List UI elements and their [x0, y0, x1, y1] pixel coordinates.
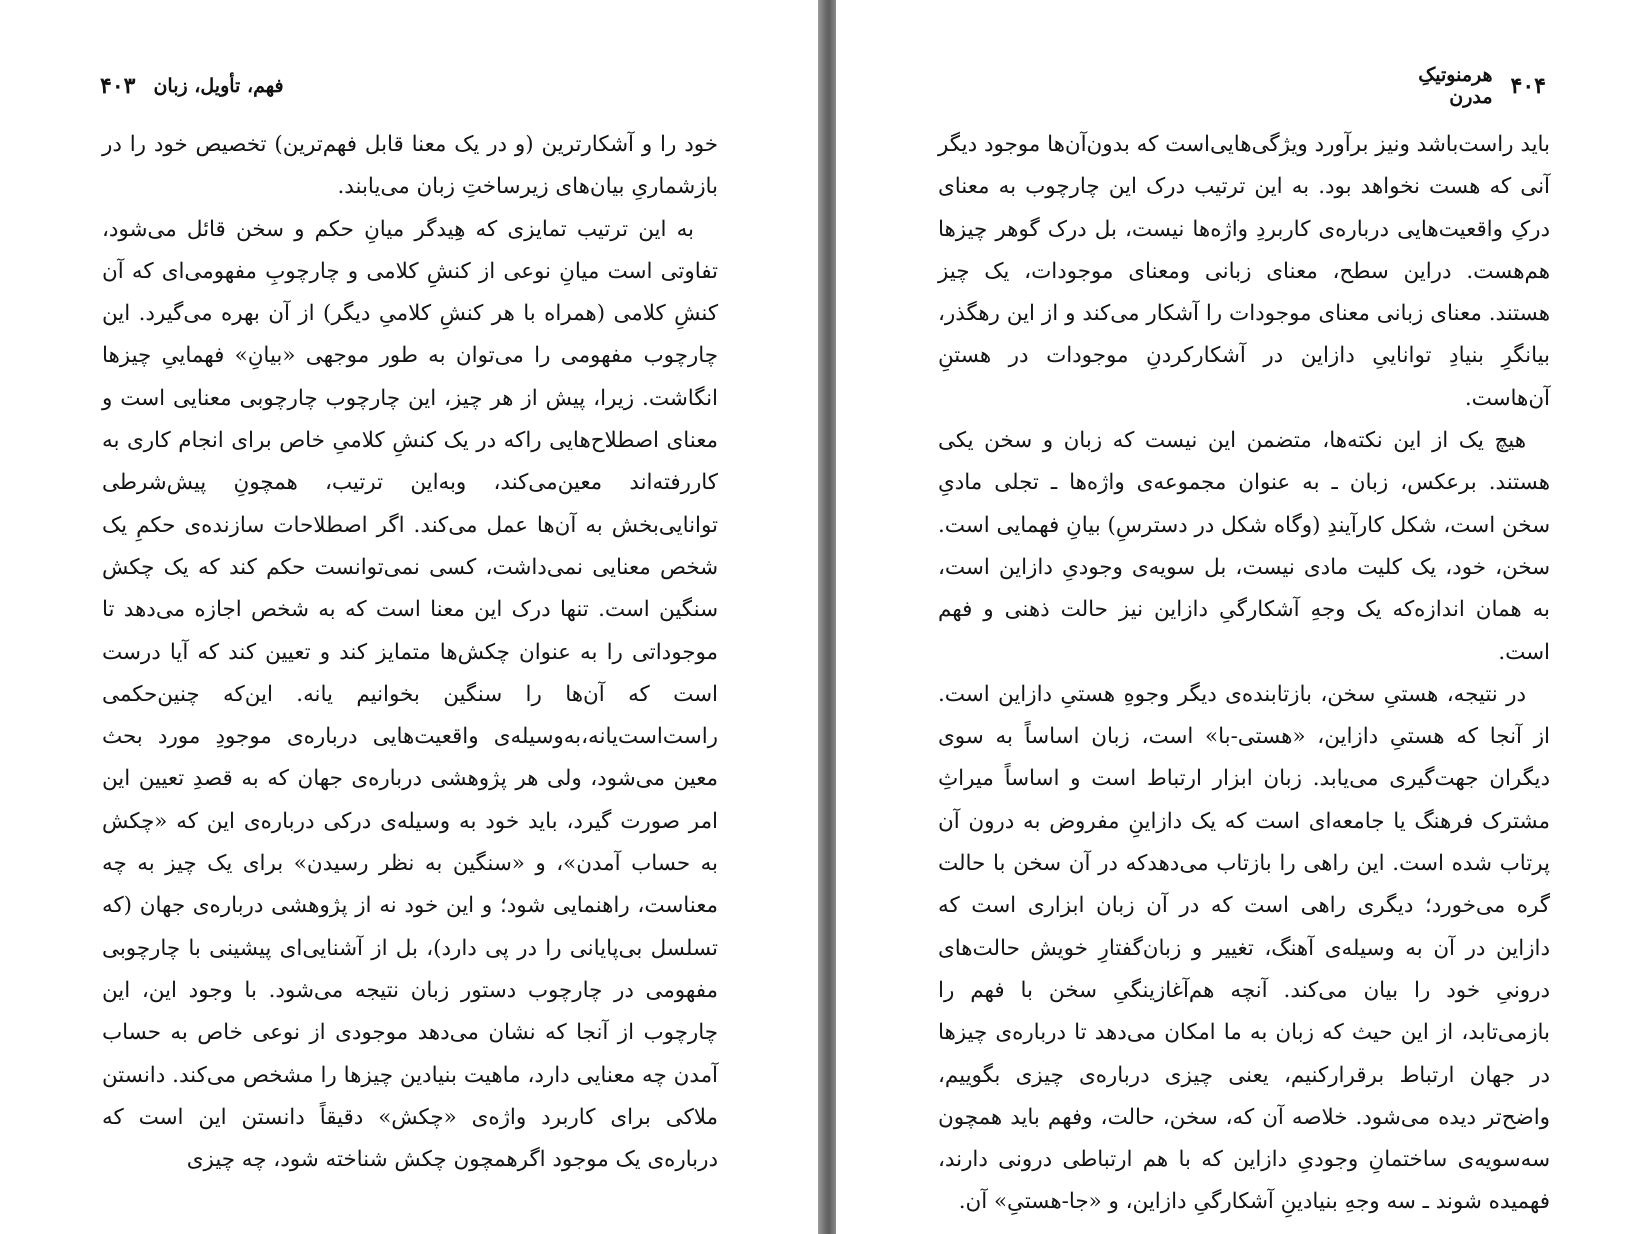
- left-paragraph-1: خود را و آشکارترین (و در یک معنا قابل فهم‌ترین) تخصیص خود را در بازشماریِ بیان‌های زیرساختِ زبان می‌یابند.: [102, 132, 718, 200]
- right-paragraph-2: هیچ یک از این نکته‌ها، متضمن این نیست که زبان و سخن یکی هستند. برعکس، زبان ـ به عنوان مجموعه‌ی واژه‌ها ـ تجلی مادیِ سخن است، شکل کارآیندِ (وگاه شکل در دسترسِ) بیانِ فهمایی است. سخن، خود، یک کلیت مادی نیست، بل سویه‌ی وجودیِ دازاین است، به همان اندازه‌که یک وجهِ آشکارگیِ دازاین نیز حالت ذهنی و فهم است.: [938, 428, 1550, 665]
- left-page-number: ۴۰۳: [100, 73, 136, 99]
- book-gutter: [818, 0, 836, 1234]
- left-running-title: فهم، تأویل، زبان: [153, 75, 284, 97]
- left-page: [0, 0, 818, 1234]
- right-page: [836, 0, 1648, 1234]
- left-body-text: [102, 124, 718, 1181]
- right-page-header: [1376, 66, 1546, 106]
- left-page-header: [100, 66, 720, 106]
- left-paragraph-2: به این ترتیب تمایزی که هِیدگر میانِ حکم و سخن قائل می‌شود، تفاوتی است میانِ نوعی از کنشِ کلامی و چارچوبِ مفهومی‌ای که آن کنشِ کلامی (همراه با هر کنشِ کلامیِ دیگر) از آن بهره می‌گیرد. این چارچوب مفهومی را می‌توان به طور موجهی «بیانِ» فهماییِ چیزها انگاشت. زیرا، پیش از هر چیز، این چارچوب چارچوبی معنایی است و معنای اصطلاح‌هایی راکه در یک کنشِ کلامیِ خاص برای انجام کاری به کاررفته‌اند معین‌می‌کند، وبه‌این ترتیب، همچونِ پیش‌شرطی توانایی‌بخش به آن‌ها عمل می‌کند. اگر اصطلاحات سازنده‌ی حکمِ یک شخص معنایی نمی‌داشت، کسی نمی‌توانست حکم کند که یک چکش سنگین است. تنها درک این معنا است که به شخص اجازه می‌دهد تا موجوداتی را به عنوان چکش‌ها متمایز کند و تعیین کند که آیا درست است که آن‌ها را سنگین بخوانیم یانه. این‌که چنین‌حکمی راست‌است‌یانه،به‌وسیله‌ی واقعیت‌هایی درباره‌ی موجودِ مورد بحث معین می‌شود، ولی هر پژوهشی درباره‌ی جهان که به قصدِ تعیین این امر صورت گیرد، باید خود به وسیله‌ی درکی درباره‌ی این که «چکش به حساب آمدن»، و «سنگین به نظر رسیدن» برای یک چیز به چه معناست، راهنمایی شود؛ و این خود نه از پژوهشی درباره‌ی جهان (که تسلسل بی‌پایانی را در پی دارد)، بل از آشنایی‌ای پیشینی با چارچوبی مفهومی در چارچوب دستور زبان نتیجه می‌شود. با وجود این، این چارچوب از آنجا که نشان می‌دهد موجودی از نوعی خاص به حساب آمدن چه معنایی دارد، ماهیت بنیادین چیزها را مشخص می‌کند. دانستن ملاکی برای کاربرد واژه‌ی «چکش» دقیقاً دانستن این است که درباره‌ی یک موجود اگرهمچون چکش شناخته شود، چه چیزی: [102, 216, 718, 1173]
- right-running-title: هرمنوتیکِ مدرن: [1418, 64, 1493, 108]
- right-paragraph-1: باید راست‌باشد ونیز برآورد ویژگی‌هایی‌است که بدون‌آن‌ها موجود دیگر آنی که هست نخواهد بود. به این ترتیب درک این چارچوب به معنای درکِ واقعیت‌هایی درباره‌ی کاربردِ واژه‌ها نیست، بل درک گوهر چیزها هم‌هست. دراین سطح، معنای زبانی ومعنای موجودات، یک چیز هستند. معنای زبانی معنای موجودات را آشکار می‌کند و از این رهگذر، بیانگرِ بنیادِ تواناییِ دازاین در آشکارکردنِ موجودات در هستنِ آن‌هاست.: [938, 132, 1550, 411]
- right-body-text: [938, 124, 1550, 1224]
- right-page-number: ۴۰۴: [1510, 73, 1546, 99]
- right-paragraph-3: در نتیجه، هستیِ سخن، بازتابنده‌ی دیگر وجوهِ هستیِ دازاین است. از آنجا که هستیِ دازاین، «هستی-با» است، زبان اساساً به سوی دیگران جهت‌گیری می‌یابد. زبان ابزار ارتباط است و اساساً میراثِ مشترک فرهنگ یا جامعه‌ای است که یک دازاینِ مفروض به درون آن پرتاب شده است. این راهی را بازتاب می‌دهدکه در آن سخن با حالت گره می‌خورد؛ دیگری راهی است که در آن زبان ابزاری است که دازاین در آن به وسیله‌ی آهنگ، تغییر و زبان‌گفتارِ خویش حالت‌های درونیِ خود را بیان می‌کند. آنچه هم‌آغازینگیِ سخن با فهم را بازمی‌تابد، از این حیث که زبان به ما امکان می‌دهد تا درباره‌ی چیزها در جهان ارتباط برقرارکنیم، یعنی چیزی درباره‌ی چیزی بگوییم، واضح‌تر دیده می‌شود. خلاصه آن که، سخن، حالت، وفهم باید همچون سه‌سویه‌ی ساختمانِ وجودیِ دازاین که با هم ارتباطی درونی دارند، فهمیده شوند ـ سه وجهِ بنیادینِ آشکارگیِ دازاین، و «جا-هستیِ» آن.: [938, 681, 1550, 1215]
